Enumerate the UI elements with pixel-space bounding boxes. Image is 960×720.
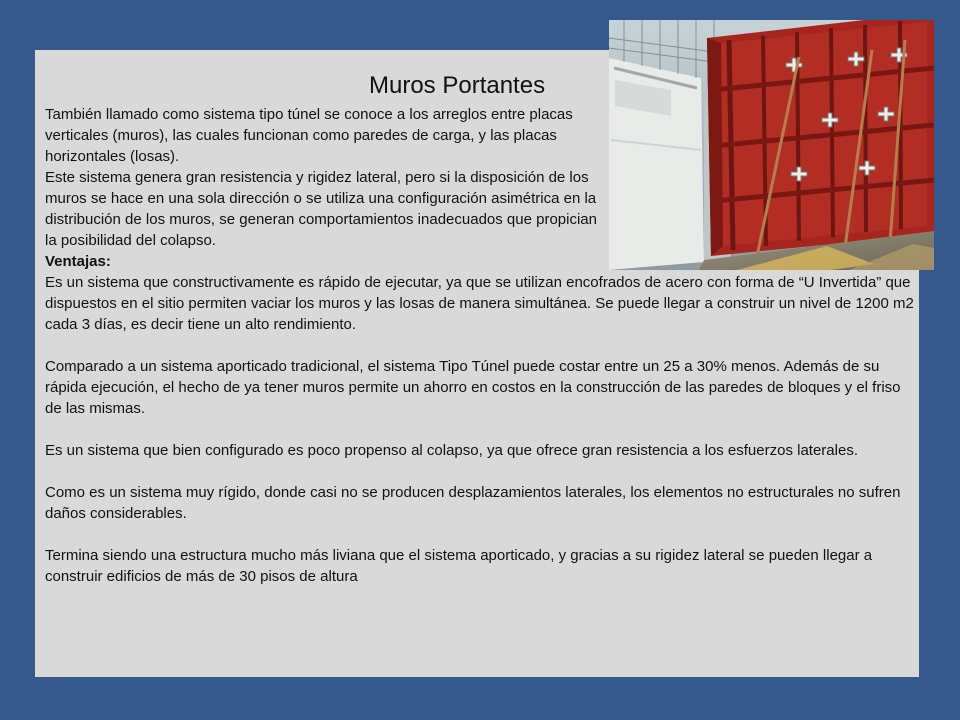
ventajas-paragraph: Es un sistema que bien configurado es poco propenso al colapso, ya que ofrece gran resistencia a los esfuerzos laterales. (45, 442, 858, 459)
slide-body (45, 104, 915, 587)
ventajas-paragraph: Como es un sistema muy rígido, donde casi no se producen desplazamientos laterales, los elementos no estructurales no sufren daños considerables. (45, 484, 901, 522)
ventajas-paragraph: Comparado a un sistema aporticado tradicional, el sistema Tipo Túnel puede costar entre un 25 a 30% menos. Además de su rápida ejecución, el hecho de ya tener muros permite un ahorro en costos en la construcción de las paredes de bloques y el friso de las mismas. (45, 358, 901, 417)
paragraph-spacer (45, 461, 915, 482)
intro-paragraph: Este sistema genera gran resistencia y rigidez lateral, pero si la disposición de los muros se hace en una sola dirección o se utiliza una configuración asimétrica en la distribución de los muros, se generan comportamientos inadecuados que propician la posibilidad del colapso. (45, 169, 597, 249)
ventajas-paragraph: Es un sistema que constructivamente es rápido de ejecutar, ya que se utilizan encofrados de acero con forma de “U Invertida” que dispuestos en el sitio permiten vaciar los muros y las losas de manera simultánea. Se puede llegar a construir un nivel de 1200 m2 cada 3 días, es decir tiene un alto rendimiento. (45, 274, 914, 333)
ventajas-paragraph: Termina siendo una estructura mucho más liviana que el sistema aporticado, y gracias a su rigidez lateral se pueden llegar a construir edificios de más de 30 pisos de altura (45, 547, 873, 585)
intro-text-block (45, 104, 607, 251)
ventajas-heading: Ventajas: (45, 253, 111, 270)
paragraph-spacer (45, 524, 915, 545)
paragraph-spacer (45, 335, 915, 356)
slide-title: Muros Portantes (369, 72, 546, 99)
paragraph-spacer (45, 419, 915, 440)
intro-paragraph: También llamado como sistema tipo túnel se conoce a los arreglos entre placas verticales (muros), las cuales funcionan como paredes de carga, y las placas horizontales (losas). (45, 106, 573, 165)
